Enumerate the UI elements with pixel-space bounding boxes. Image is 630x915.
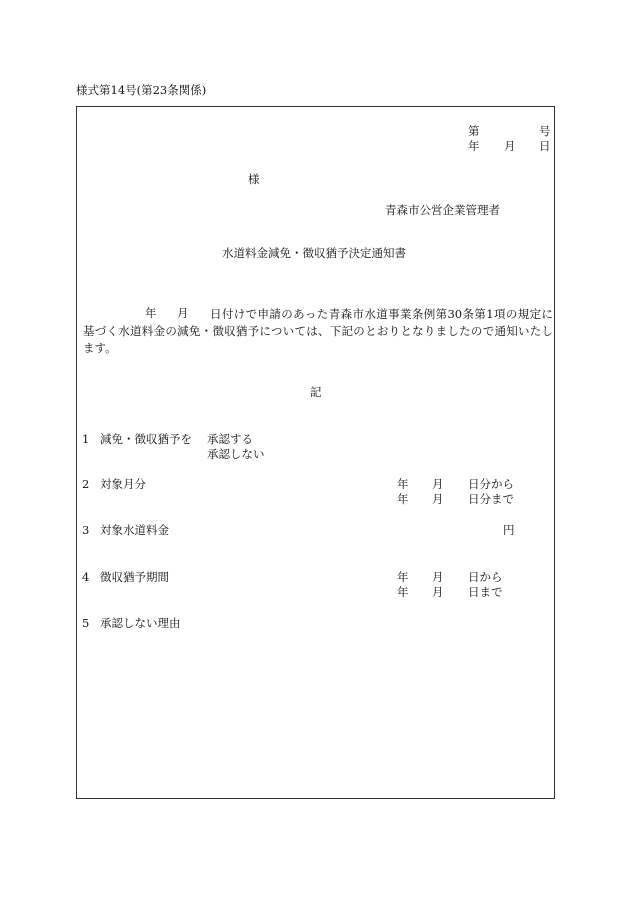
item2-label: 対象月分 [100, 477, 146, 491]
item2-month-to: 月 [432, 492, 444, 506]
item2-year-from: 年 [397, 477, 409, 491]
item2-month-from: 月 [432, 477, 444, 491]
item5-number: 5 [82, 616, 90, 630]
item1-option-approve: 承認する [207, 432, 253, 446]
body-month: 月 [177, 306, 189, 320]
date-day: 日 [539, 139, 551, 153]
item4-month-from: 月 [432, 570, 444, 584]
item4-year-from: 年 [397, 570, 409, 584]
item4-label: 徴収猶予期間 [100, 570, 169, 584]
item3-label: 対象水道料金 [100, 523, 169, 537]
doc-number-suffix: 号 [539, 124, 551, 138]
item5-label: 承認しない理由 [100, 616, 181, 630]
item2-day-to: 日分まで [468, 492, 514, 506]
addressee-suffix: 様 [248, 172, 260, 186]
body-paragraph: 日付けで申請のあった青森市水道事業条例第30条第1項の規定に基づく水道料金の減免・徴収猶予については、下記のとおりとなりましたので通知いたします。 [83, 307, 553, 355]
item2-year-to: 年 [397, 492, 409, 506]
ki-heading: 記 [310, 385, 322, 399]
body-year: 年 [145, 306, 157, 320]
item4-year-to: 年 [397, 585, 409, 599]
item4-number: 4 [82, 570, 90, 584]
date-month: 月 [504, 139, 516, 153]
item1-label: 減免・徴収猶予を [100, 432, 192, 446]
form-id: 様式第14号(第23条関係) [76, 83, 207, 97]
date-year: 年 [468, 139, 480, 153]
item3-number: 3 [82, 523, 90, 537]
item4-month-to: 月 [432, 585, 444, 599]
item4-day-to: 日まで [468, 585, 503, 599]
item4-day-from: 日から [468, 570, 503, 584]
item3-yen-unit: 円 [503, 523, 515, 537]
document-title: 水道料金減免・徴収猶予決定通知書 [222, 246, 406, 260]
item2-day-from: 日分から [468, 477, 514, 491]
item1-number: 1 [82, 432, 90, 446]
item1-option-reject: 承認しない [207, 447, 265, 461]
issuer-name: 青森市公営企業管理者 [385, 203, 500, 217]
doc-number-prefix: 第 [468, 124, 480, 138]
item2-number: 2 [82, 477, 90, 491]
